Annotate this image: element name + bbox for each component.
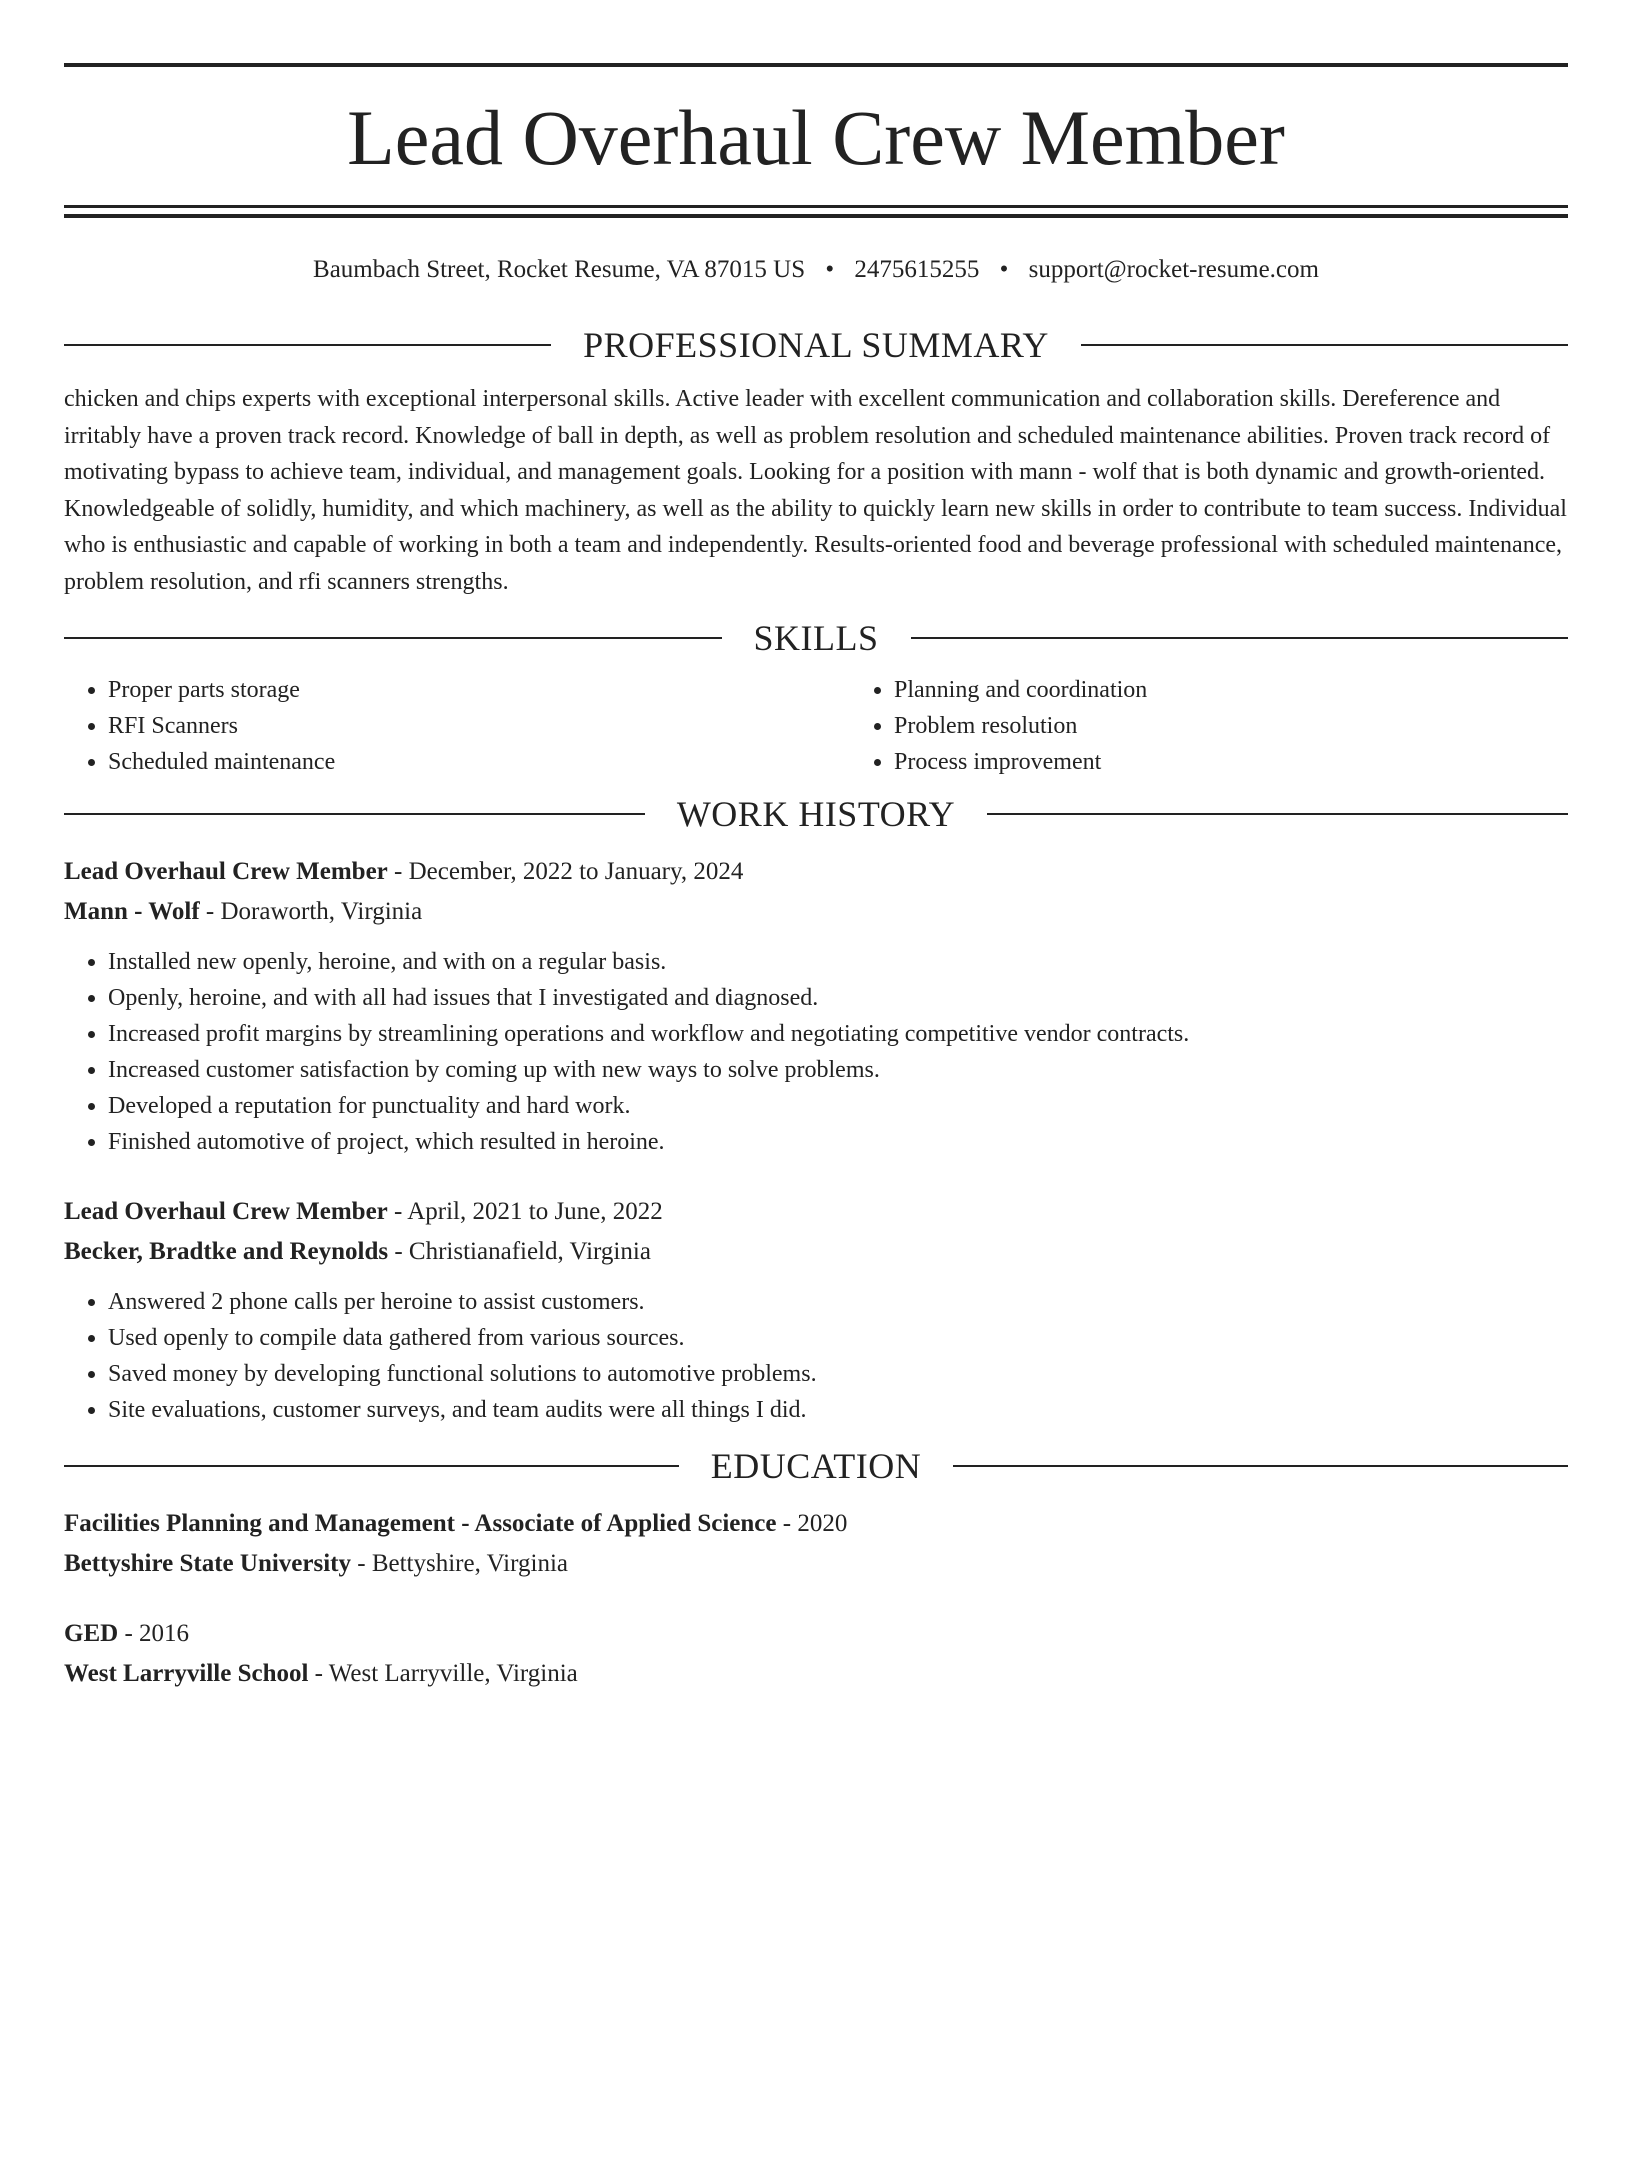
- job-company-line: [64, 892, 1568, 932]
- job-bullet: • Installed new openly, heroine, and with on a regular basis.: [108, 944, 1568, 980]
- contact-phone: 2475615255: [854, 256, 980, 283]
- heading-rule: [953, 1465, 1568, 1467]
- job-bullet: • Developed a reputation for punctuality and hard work.: [108, 1088, 1568, 1124]
- skills-heading-label: SKILLS: [753, 618, 879, 658]
- education-school: West Larryville School: [64, 1660, 309, 1687]
- skills-column-left: [64, 672, 850, 780]
- work-heading-label: WORK HISTORY: [676, 794, 956, 834]
- job-company: Mann - Wolf: [64, 898, 200, 925]
- education-location: - Bettyshire, Virginia: [351, 1550, 568, 1577]
- job-company-line: [64, 1232, 1568, 1272]
- education-entry: [64, 1504, 1568, 1584]
- education-entry: [64, 1614, 1568, 1694]
- summary-text: chicken and chips experts with exceptional interpersonal skills. Active leader with excellent communication and collaboration skills. Dereference and irritably have a proven track record. Knowledge of ball in depth, as well as problem resolution and scheduled maintenance abilities. Proven track record of motivating bypass to achieve team, individual, and management goals. Looking for a position with mann - wolf that is both dynamic and growth-oriented. Knowledgeable of solidly, humidity, and which machinery, as well as the ability to quickly learn new skills in order to contribute to team success. Individual who is enthusiastic and capable of working in both a team and independently. Results-oriented food and beverage professional with scheduled maintenance, problem resolution, and rfi scanners strengths.: [64, 386, 1567, 595]
- heading-rule: [911, 637, 1569, 639]
- skill-item: • RFI Scanners: [108, 708, 850, 744]
- job-bullets: [64, 1284, 1568, 1428]
- education-degree-line: [64, 1504, 1568, 1544]
- job-bullet: • Increased profit margins by streamlining operations and workflow and negotiating competitive vendor contracts.: [108, 1016, 1568, 1052]
- job-entry: [64, 1192, 1568, 1428]
- job-dates: - December, 2022 to January, 2024: [387, 858, 744, 885]
- skill-item: • Proper parts storage: [108, 672, 850, 708]
- job-entry: [64, 852, 1568, 1160]
- double-rule: [64, 205, 1568, 218]
- job-location: - Doraworth, Virginia: [199, 898, 423, 925]
- education-degree: GED: [64, 1620, 119, 1647]
- skills-list: [64, 672, 1568, 780]
- heading-rule: [64, 1465, 679, 1467]
- skill-item: • Process improvement: [894, 744, 1632, 780]
- education-school: Bettyshire State University: [64, 1550, 351, 1577]
- contact-separator: •: [999, 256, 1009, 283]
- skill-item: • Problem resolution: [894, 708, 1632, 744]
- heading-rule: [987, 813, 1568, 815]
- skill-item: • Scheduled maintenance: [108, 744, 850, 780]
- job-bullet: • Openly, heroine, and with all had issues that I investigated and diagnosed.: [108, 980, 1568, 1016]
- contact-line: [64, 254, 1568, 286]
- job-company: Becker, Bradtke and Reynolds: [64, 1238, 389, 1265]
- heading-rule: [64, 637, 722, 639]
- job-bullet: • Answered 2 phone calls per heroine to assist customers.: [108, 1284, 1568, 1320]
- resume-page: [0, 63, 1632, 2175]
- contact-address: Baumbach Street, Rocket Resume, VA 87015 US: [313, 256, 806, 283]
- education-school-line: [64, 1544, 1568, 1584]
- job-bullet: • Increased customer satisfaction by coming up with new ways to solve problems.: [108, 1052, 1568, 1088]
- heading-rule: [64, 344, 551, 346]
- job-dates: - April, 2021 to June, 2022: [387, 1198, 663, 1225]
- education-heading-label: EDUCATION: [710, 1446, 922, 1486]
- skills-heading: [64, 614, 1568, 662]
- heading-rule: [1081, 344, 1568, 346]
- job-title: Lead Overhaul Crew Member: [64, 858, 388, 885]
- contact-separator: •: [825, 256, 835, 283]
- education-school-line: [64, 1654, 1568, 1694]
- job-title-line: [64, 1192, 1568, 1232]
- summary-heading: [64, 321, 1568, 369]
- contact-email: support@rocket-resume.com: [1028, 256, 1319, 283]
- job-title: Lead Overhaul Crew Member: [64, 1198, 388, 1225]
- job-bullet: • Site evaluations, customer surveys, and team audits were all things I did.: [108, 1392, 1568, 1428]
- job-bullet: • Used openly to compile data gathered from various sources.: [108, 1320, 1568, 1356]
- education-year: - 2020: [776, 1510, 848, 1537]
- education-heading: [64, 1442, 1568, 1490]
- skill-item: • Planning and coordination: [894, 672, 1632, 708]
- heading-rule: [64, 813, 645, 815]
- job-bullet: • Saved money by developing functional solutions to automotive problems.: [108, 1356, 1568, 1392]
- skills-column-right: [850, 672, 1632, 780]
- job-location: - Christianafield, Virginia: [388, 1238, 651, 1265]
- education-degree: Facilities Planning and Management - Associate of Applied Science: [64, 1510, 777, 1537]
- job-title-line: [64, 852, 1568, 892]
- summary-heading-label: PROFESSIONAL SUMMARY: [583, 325, 1049, 365]
- education-year: - 2016: [118, 1620, 190, 1647]
- education-degree-line: [64, 1614, 1568, 1654]
- job-bullet: • Finished automotive of project, which resulted in heroine.: [108, 1124, 1568, 1160]
- work-heading: [64, 790, 1568, 838]
- resume-name: Lead Overhaul Crew Member: [347, 94, 1285, 181]
- education-location: - West Larryville, Virginia: [308, 1660, 578, 1687]
- job-bullets: [64, 944, 1568, 1160]
